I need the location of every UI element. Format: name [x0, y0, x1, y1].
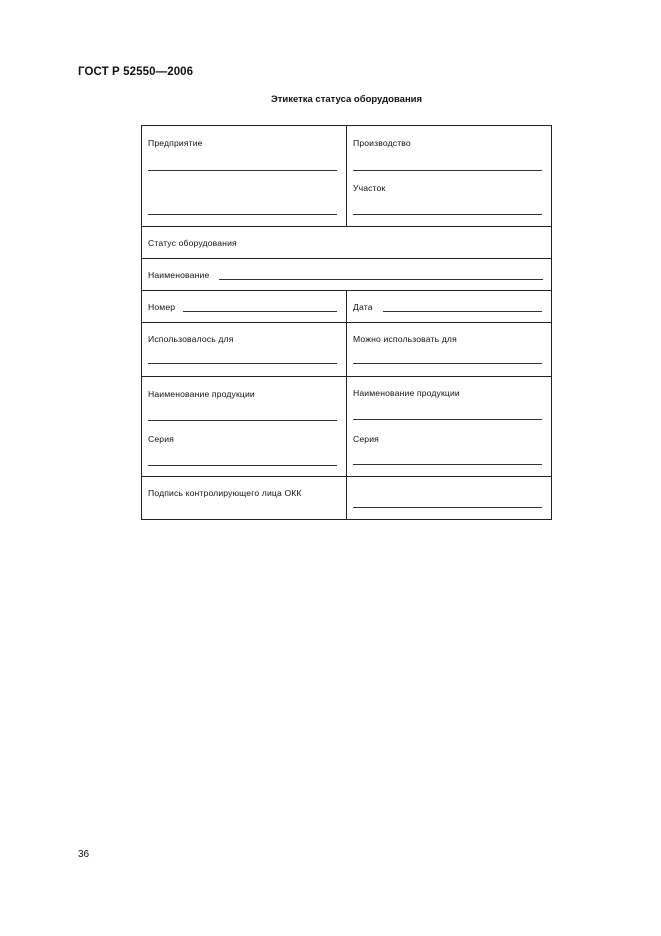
form-row-status: [142, 227, 551, 259]
can-use-for-line: [353, 363, 542, 364]
form-row-signature: [142, 477, 551, 520]
production-cell: [347, 126, 551, 226]
enterprise-line-2: [148, 214, 337, 215]
section-line: [353, 214, 542, 215]
used-for-label: Использовалось для: [148, 334, 234, 344]
signature-label: Подпись контролирующего лица ОКК: [148, 488, 302, 498]
enterprise-label: Предприятие: [148, 138, 203, 148]
used-for-cell: [142, 323, 347, 376]
product-left-cell: [142, 377, 347, 476]
name-label: Наименование: [148, 270, 210, 280]
form-row-product: [142, 377, 551, 477]
enterprise-line-1: [148, 170, 337, 171]
can-use-for-label: Можно использовать для: [353, 334, 457, 344]
product-name-right-line: [353, 419, 542, 420]
signature-cell: [347, 477, 551, 520]
signature-label-cell: [142, 477, 347, 520]
page-number: 36: [78, 849, 90, 860]
product-name-right-label: Наименование продукции: [353, 388, 460, 398]
name-line: [219, 279, 543, 280]
signature-line: [353, 507, 542, 508]
number-cell: [142, 291, 347, 322]
batch-left-line: [148, 465, 337, 466]
equipment-status-label: Статус оборудования: [148, 238, 237, 248]
form-row-number-date: [142, 291, 551, 323]
product-name-left-line: [148, 420, 337, 421]
equipment-status-cell: [142, 227, 551, 258]
date-line: [383, 311, 542, 312]
used-for-line: [148, 363, 337, 364]
product-right-cell: [347, 377, 551, 476]
date-cell: [347, 291, 551, 322]
form-title: Этикетка статуса оборудования: [270, 94, 423, 105]
date-label: Дата: [353, 302, 373, 312]
can-use-for-cell: [347, 323, 551, 376]
enterprise-cell: [142, 126, 347, 226]
document-code: ГОСТ Р 52550—2006: [78, 66, 194, 78]
production-label: Производство: [353, 138, 411, 148]
name-cell: [142, 259, 551, 290]
batch-left-label: Серия: [148, 434, 174, 444]
batch-right-line: [353, 464, 542, 465]
product-name-left-label: Наименование продукции: [148, 389, 255, 399]
number-label: Номер: [148, 302, 176, 312]
batch-right-label: Серия: [353, 434, 379, 444]
production-line: [353, 170, 542, 171]
form-row-name: [142, 259, 551, 291]
form-row-enterprise: [142, 126, 551, 227]
form-row-usage: [142, 323, 551, 377]
section-label: Участок: [353, 183, 386, 193]
equipment-status-label-form: [141, 125, 552, 520]
number-line: [183, 311, 337, 312]
